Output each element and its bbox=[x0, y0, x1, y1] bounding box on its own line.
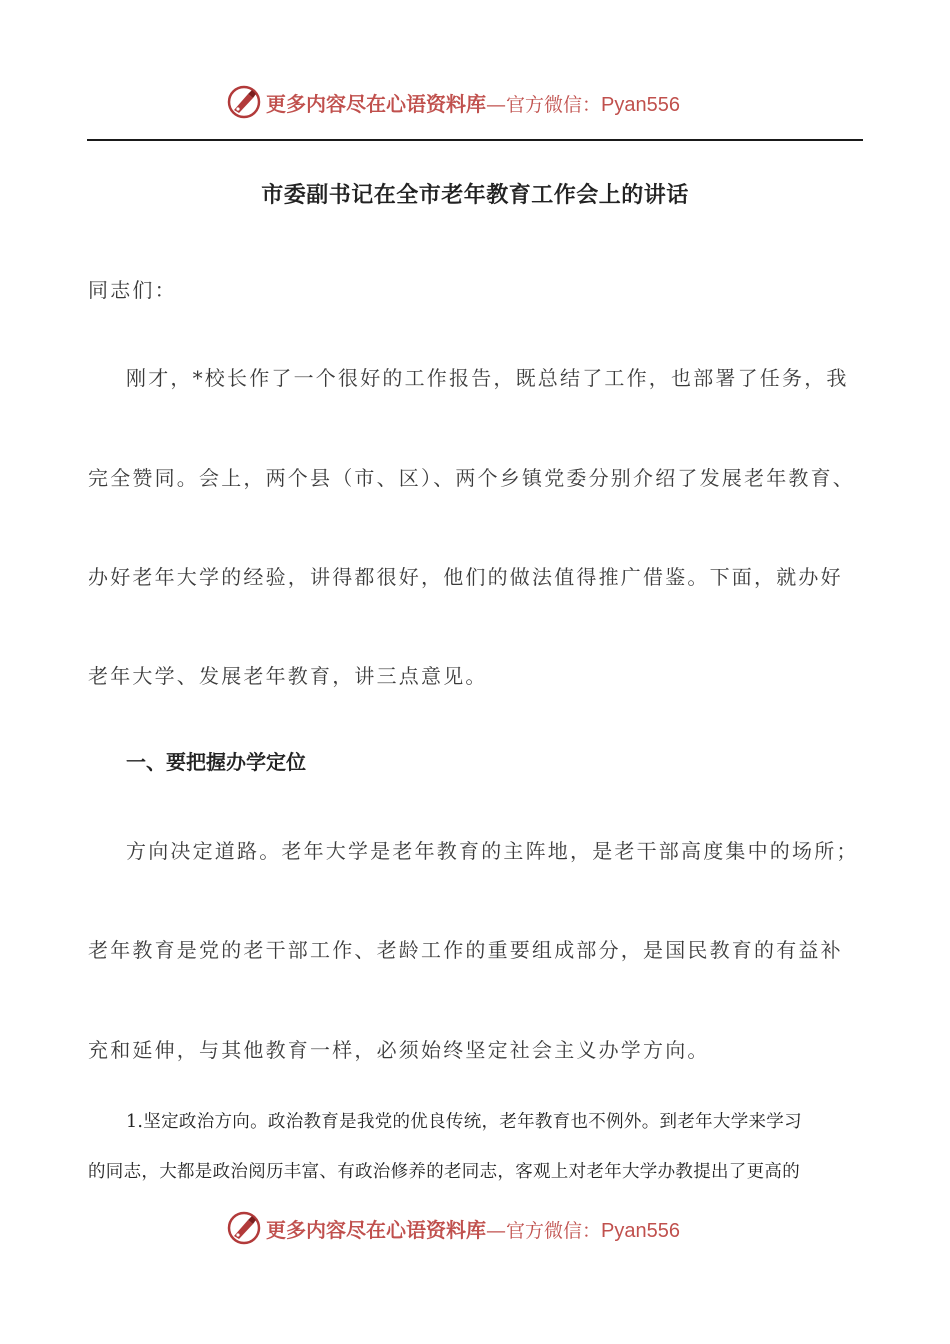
header-banner-content bbox=[226, 82, 680, 122]
banner-wechat-id: Pyan556 bbox=[601, 1219, 680, 1242]
intro-line: 老年大学、发展老年教育，讲三点意见。 bbox=[88, 664, 488, 688]
pen-nib-logo-icon bbox=[226, 1210, 262, 1246]
point-line: 1.坚定政治方向。政治教育是我党的优良传统，老年教育也不例外。到老年大学来学习 bbox=[126, 1112, 802, 1132]
section-line: 充和延伸，与其他教育一样，必须始终坚定社会主义办学方向。 bbox=[88, 1038, 710, 1062]
banner-text bbox=[266, 1214, 680, 1243]
section-heading: 一、要把握办学定位 bbox=[126, 750, 306, 774]
banner-official-label: 官方微信： bbox=[506, 93, 602, 116]
pen-nib-logo-icon bbox=[226, 84, 262, 120]
intro-line: 办好老年大学的经验，讲得都很好，他们的做法值得推广借鉴。下面，就办好 bbox=[88, 565, 843, 589]
banner-official-label: 官方微信： bbox=[506, 1219, 602, 1242]
point-line: 的同志，大都是政治阅历丰富、有政治修养的老同志，客观上对老年大学办教提出了更高的 bbox=[88, 1162, 800, 1182]
header-banner bbox=[0, 82, 950, 122]
banner-lead: 更多内容尽在心语资料库 bbox=[266, 1217, 486, 1242]
intro-line: 完全赞同。会上，两个县（市、区）、两个乡镇党委分别介绍了发展老年教育、 bbox=[88, 466, 855, 490]
footer-banner-content bbox=[226, 1208, 680, 1248]
banner-dash: — bbox=[486, 91, 506, 116]
banner-text bbox=[266, 88, 680, 117]
header-divider bbox=[87, 139, 863, 141]
footer-banner bbox=[0, 1208, 950, 1248]
section-line: 方向决定道路。老年大学是老年教育的主阵地，是老干部高度集中的场所； bbox=[126, 839, 859, 863]
banner-lead: 更多内容尽在心语资料库 bbox=[266, 91, 486, 116]
banner-wechat-id: Pyan556 bbox=[601, 93, 680, 116]
intro-line: 刚才，*校长作了一个很好的工作报告，既总结了工作，也部署了任务，我 bbox=[126, 366, 849, 390]
section-line: 老年教育是党的老干部工作、老龄工作的重要组成部分，是国民教育的有益补 bbox=[88, 938, 843, 962]
document-title: 市委副书记在全市老年教育工作会上的讲话 bbox=[261, 183, 689, 208]
banner-dash: — bbox=[486, 1217, 506, 1242]
salutation: 同志们： bbox=[88, 278, 177, 302]
